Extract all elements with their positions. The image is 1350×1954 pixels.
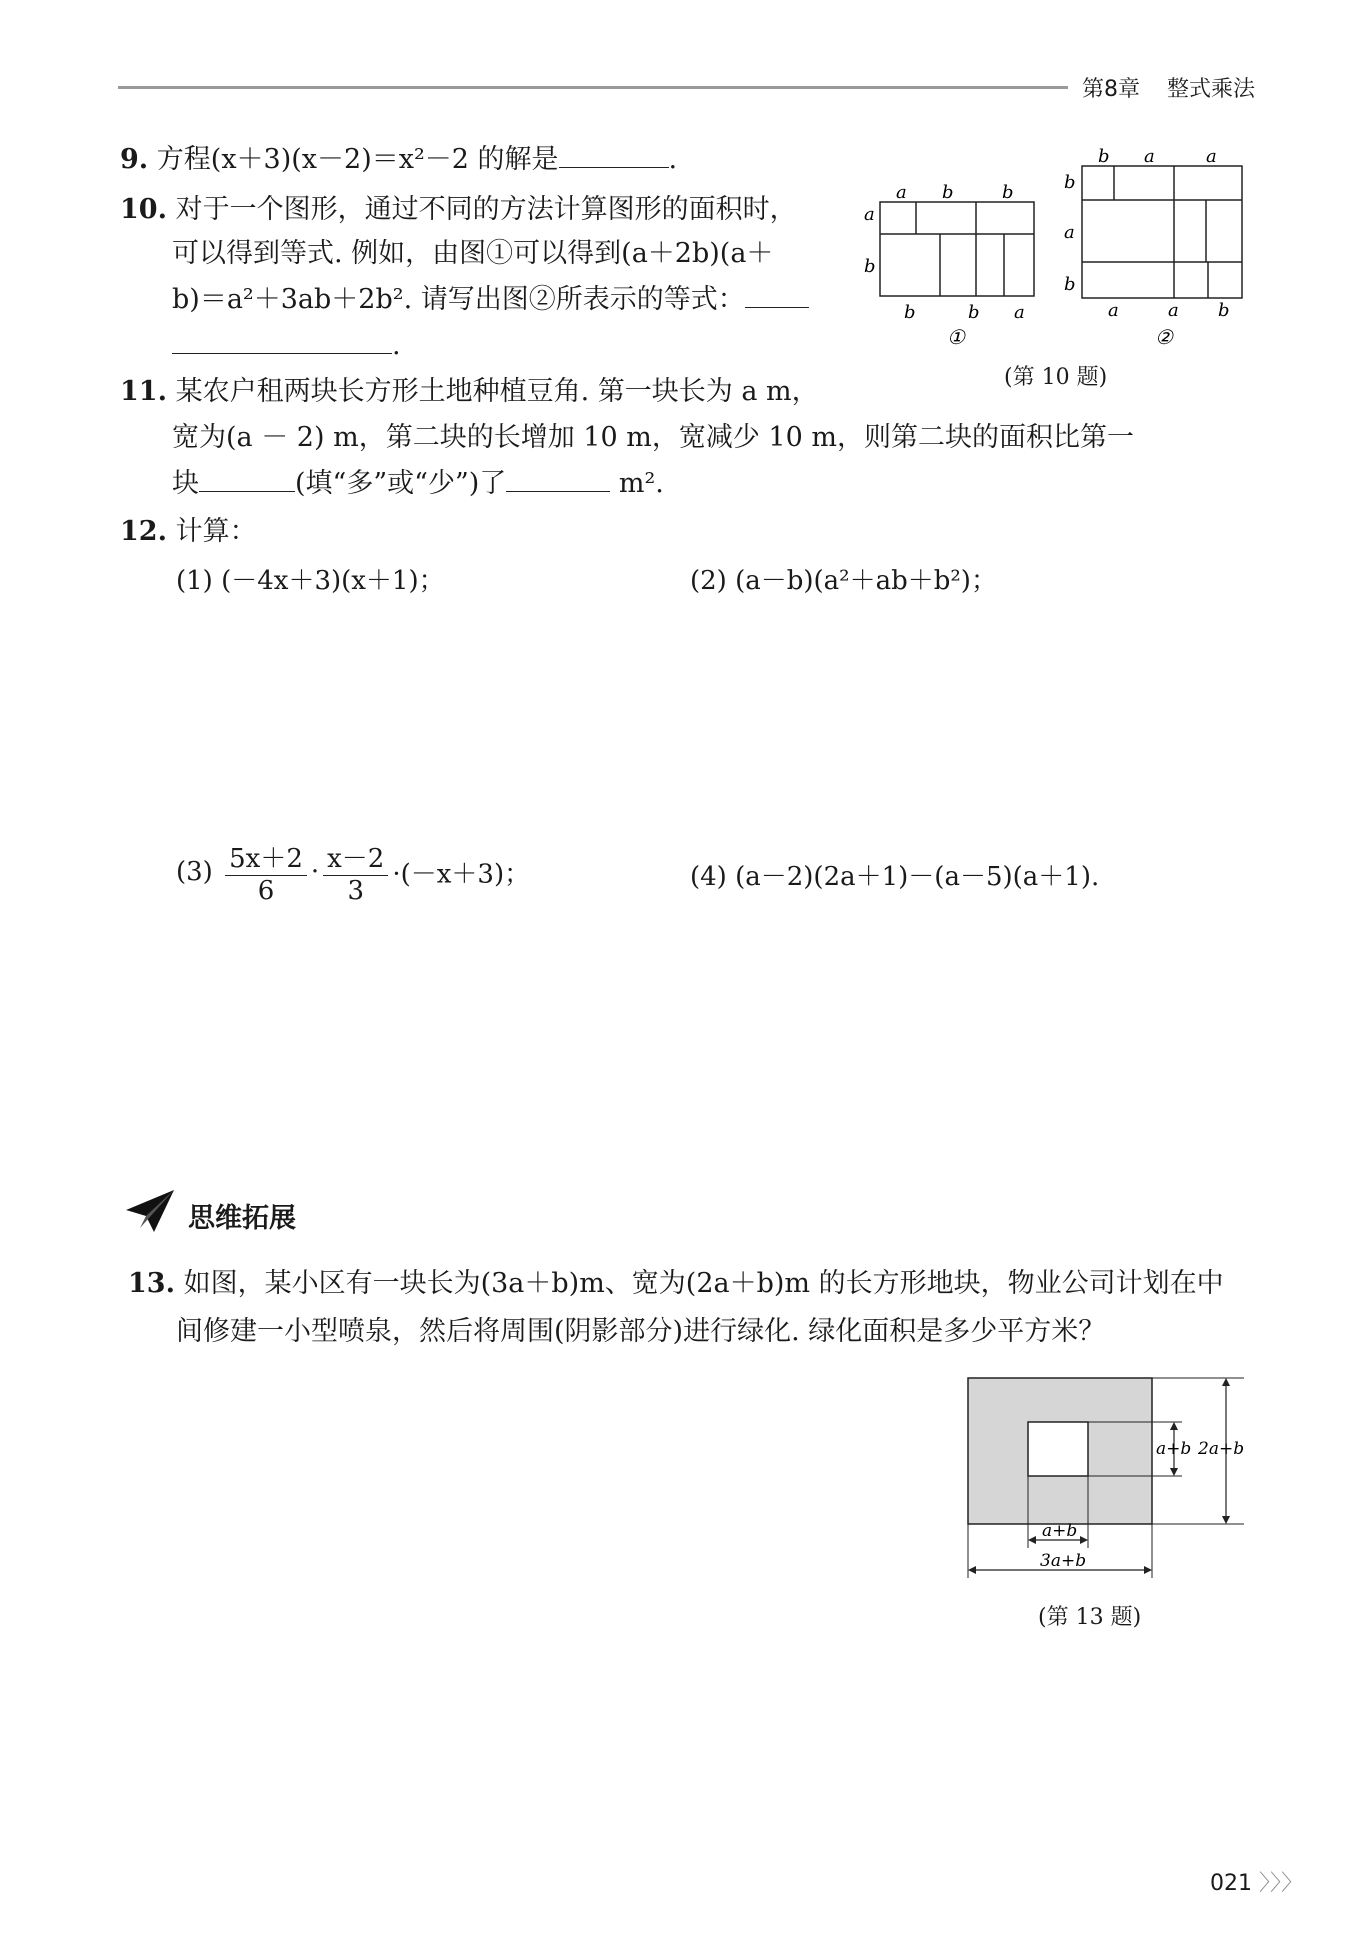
fig1-bottom-label: b: [904, 302, 916, 323]
running-header: [1082, 72, 1255, 103]
question-10-line-4: [172, 332, 401, 359]
question-number: 10.: [120, 194, 167, 225]
answer-blank-continued[interactable]: [172, 353, 392, 354]
fig2-marker: ②: [1155, 325, 1173, 349]
page-number: [1210, 1866, 1303, 1897]
question-11-line-3: [172, 470, 664, 497]
sub-question-4: (4) (a－2)(2a＋1)－(a－5)(a＋1).: [690, 862, 1100, 892]
question-10-line-3: [172, 286, 809, 313]
fig2-left-label: b: [1064, 172, 1076, 193]
answer-blank[interactable]: [745, 307, 809, 308]
fig2-bottom-label: b: [1218, 300, 1230, 321]
question-text: (填“多”或“少”)了: [295, 468, 507, 499]
figure-10-caption: (第 10 题): [1004, 365, 1108, 390]
fig1-left-label: b: [864, 256, 876, 277]
fig1-marker: ①: [947, 325, 965, 349]
question-12: [120, 518, 257, 545]
question-text: 计算：: [175, 516, 257, 547]
fig2-bottom-label: a: [1168, 300, 1179, 321]
expression-tail: ·(－x＋3)；: [392, 859, 531, 890]
fountain-area: [1028, 1422, 1088, 1476]
fraction-1: [225, 838, 307, 906]
section-title: 思维拓展: [188, 1203, 296, 1234]
fig1-top-label: b: [942, 182, 954, 203]
fraction-numerator: x－2: [323, 838, 388, 876]
fig2-left-label: a: [1064, 222, 1075, 243]
question-13-line-2: 间修建一小型喷泉，然后将周围(阴影部分)进行绿化. 绿化面积是多少平方米？: [176, 1316, 1106, 1347]
fig1-top-label: b: [1002, 182, 1014, 203]
header-rule: [118, 86, 1068, 89]
unit-text: m².: [618, 468, 664, 499]
page-number-value: 021: [1210, 1871, 1252, 1896]
fig2-bottom-label: a: [1108, 300, 1119, 321]
label-outer-width: 3a+b: [1040, 1551, 1087, 1571]
answer-blank[interactable]: [559, 167, 669, 168]
question-text: 某农户租两块长方形土地种植豆角. 第一块长为 a m，: [175, 376, 819, 407]
fraction-2: [323, 838, 388, 906]
question-11-line-2: 宽为(a － 2) m，第二块的长增加 10 m，宽减少 10 m，则第二块的面积比第一: [172, 422, 1134, 453]
chapter-title: 整式乘法: [1167, 77, 1256, 102]
figure-13: [960, 1370, 1250, 1586]
question-text: 对于一个图形，通过不同的方法计算图形的面积时，: [175, 194, 797, 225]
sub-question-2: (2) (a－b)(a²＋ab＋b²)；: [690, 566, 997, 596]
label-inner-height: a+b: [1156, 1439, 1192, 1459]
fig2-top-label: b: [1098, 146, 1110, 167]
question-text-end: .: [392, 330, 401, 361]
label-outer-height: 2a+b: [1198, 1439, 1245, 1459]
question-10-line-1: [120, 196, 797, 223]
fig2-top-label: a: [1206, 146, 1217, 167]
fig2-left-label: b: [1064, 274, 1076, 295]
question-number: 11.: [120, 376, 167, 407]
question-number: 13.: [128, 1268, 175, 1299]
question-text: 如图，某小区有一块长为(3a＋b)m、宽为(2a＋b)m 的长方形地块，物业公司计划在中: [183, 1268, 1224, 1299]
fig1-bottom-label: a: [1014, 302, 1025, 323]
sub-question-label: (3): [176, 857, 213, 887]
question-number: 9.: [120, 144, 149, 175]
figure-1: [856, 172, 1042, 352]
label-inner-width: a+b: [1042, 1521, 1078, 1541]
question-text: b)＝a²＋3ab＋2b². 请写出图②所表示的等式：: [172, 284, 745, 315]
fig1-top-label: a: [896, 182, 907, 203]
answer-blank-more-less[interactable]: [199, 491, 295, 492]
question-number: 12.: [120, 516, 167, 547]
fraction-denominator: 3: [347, 876, 364, 906]
question-10-line-2: 可以得到等式. 例如，由图①可以得到(a＋2b)(a＋: [172, 238, 774, 269]
page-arrows-icon: 〉〉〉: [1259, 1871, 1304, 1896]
question-text: 块: [172, 468, 199, 499]
question-9: [120, 146, 677, 173]
fig1-left-label: a: [864, 204, 875, 225]
fraction-numerator: 5x＋2: [225, 838, 307, 876]
question-11-line-1: [120, 378, 819, 405]
figure-13-caption: (第 13 题): [1038, 1605, 1142, 1630]
multiply-dot: ·: [310, 857, 320, 887]
figure-2: [1058, 144, 1254, 354]
paper-plane-icon: [124, 1188, 176, 1234]
fig2-top-label: a: [1144, 146, 1155, 167]
answer-blank-area[interactable]: [506, 491, 610, 492]
chapter-label: 第8章: [1082, 77, 1140, 102]
sub-question-3: [176, 838, 530, 906]
question-text: 方程(x＋3)(x－2)＝x²－2 的解是: [156, 144, 559, 175]
question-13-line-1: [128, 1270, 1224, 1297]
fraction-denominator: 6: [257, 876, 275, 906]
fig1-bottom-label: b: [968, 302, 980, 323]
sub-question-1: (1) (－4x＋3)(x＋1)；: [176, 566, 445, 596]
question-text-end: .: [668, 144, 678, 175]
